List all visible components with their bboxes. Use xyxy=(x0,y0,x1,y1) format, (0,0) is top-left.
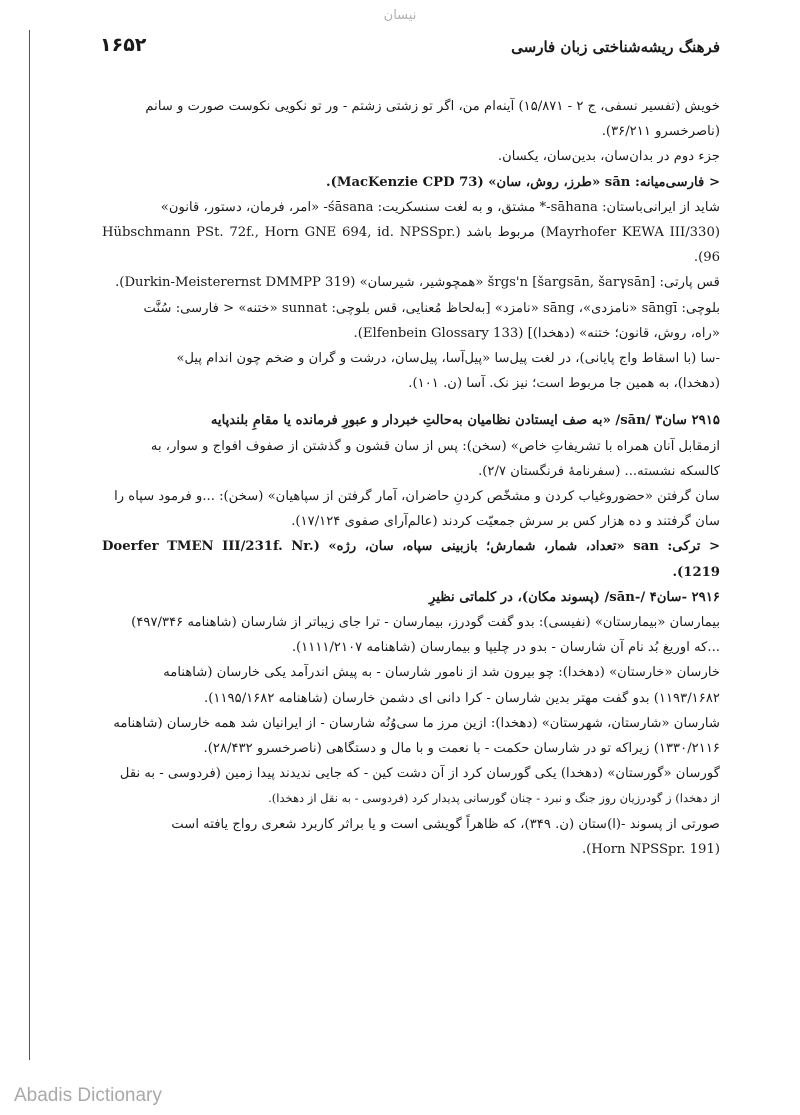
text-line: (Mayrhofer KEWA III/330) مربوط باشد (Hübschmann PSt. 72f., Horn GNE 694, id. NPSSpr. 96). xyxy=(102,225,720,266)
watermark-bottom: Abadis Dictionary xyxy=(14,1085,162,1106)
text-line: «راه، روش، قانون؛ ختنه» (دهخدا)] (Elfenbein Glossary 133). xyxy=(353,325,720,341)
page-header xyxy=(100,34,720,64)
text-line: قس پارتی: šrgs'n [šargsān, šarγsān] «همچوشیر، شیرسان» (Durkin-Meisterernst DMMPP 319). xyxy=(115,275,720,291)
margin-line xyxy=(29,30,30,1060)
text-line: بلوچی: sāngī «نامزدی»، sāng «نامزد» [به‌لحاظ مُعنایی، قس بلوچی: sunnat «ختنه» < فارسی: سُنَّت xyxy=(143,300,720,316)
text-line: خارسان «خارستان» (دهخدا): چو بیرون شد از نامور شارسان - به پیش اندرآمد یکی خارسان (شاهنامه xyxy=(163,665,720,681)
text-line: -سا (با اسقاط واج پایانی)، در لغت پیل‌سا «پیل‌آسا، پیل‌سان، درشت و گران و ضخم چون اندام پیل» xyxy=(176,351,720,367)
text-line: کالسکه نشسته... (سفرنامهٔ فرنگستان ۲/۷). xyxy=(478,463,720,479)
page-number: ۱۶۵۲ xyxy=(100,34,147,56)
text-line: (Horn NPSSpr. 191). xyxy=(581,841,720,857)
text-line: (دهخدا)، به همین جا مربوط است؛ نیز نک. آسا (ن. ۱۰۱). xyxy=(408,376,720,392)
text-line: خویش (تفسیر نسفی، ج ۲ - ۱۵/۸۷۱) آینه‌ام من، اگر تو زشتی زشتم - ور تو نکویی نکوست صورت و سانم xyxy=(145,99,720,114)
text-line: < فارسی‌میانه: sān «طرز، روش، سان» (MacKenzie CPD 73). xyxy=(326,174,720,190)
page-content xyxy=(102,94,720,862)
text-line: شارسان «شارستان، شهرستان» (دهخدا): ازین مرز ما سی‌وُنُه شارسان - از ایرانیان شد همه خارسان (شاهنامه xyxy=(113,715,720,731)
text-line: سان گرفتند و ده هزار کس بر سرش جمعیّت کردند (عالم‌آرای صفوی ۱۷/۱۲۴). xyxy=(291,514,720,530)
watermark-top: نیسان xyxy=(383,8,417,23)
text-line: از دهخدا) ز گودرزیان روز جنگ و نبرد - چنان گورسانی پدیدار کرد (فردوسی - به نقل از دهخدا). xyxy=(268,791,720,806)
book-title: فرهنگ ریشه‌شناختی زبان فارسی xyxy=(511,38,720,56)
entry-heading: ۲۹۱۵ سان۳ /sān/ «به صف ایستادن نظامیان به‌حالتِ خبردار و عبورِ فرمانده یا مقامِ بلندپایه xyxy=(210,413,720,429)
entry-heading: ۲۹۱۶ -سان۴ /-sān/ (پسوند مکان)، در کلماتی نظیرِ xyxy=(428,589,720,605)
text-line: ...که اوریغ بُد نام آن شارسان - بدو در چلیپا و بیمارسان (شاهنامه ۱۱۱۱/۲۱۰۷). xyxy=(291,640,720,656)
text-line: جزء دوم در بدان‌سان، بدین‌سان، یکسان. xyxy=(497,149,720,165)
text-line: < ترکی: san «تعداد، شمار، شمارش؛ بازبینی سپاه، سان، رژه» (Doerfer TMEN III/231f. Nr. 1219). xyxy=(102,539,720,580)
text-line: ازمقابل آنان همراه با تشریفاتِ خاص» (سخن): پس از سان قشون و گذشتن از صفوف افواج و سوار، به xyxy=(150,438,720,454)
text-line: (ناصرخسرو ۳۶/۲۱۱). xyxy=(601,124,720,140)
text-line: شاید از ایرانی‌باستان: sāhana-* مشتق، و به لغت سنسکریت: śāsana- «امر، فرمان، دستور، قانون» xyxy=(160,199,720,215)
text-line: سان گرفتن «حضوروغیاب کردن و مشخّص کردنِ حاضران، آمار گرفتن از سپاهیان» (سخن): ...و فرمود سپاه را xyxy=(114,489,720,505)
text-line: صورتی از پسوند -(ا)ستان (ن. ۳۴۹)، که ظاهراً گویشی است و یا براثر کاربرد شعری رواج یافته است xyxy=(171,816,720,832)
text-line: بیمارسان «بیمارستان» (نفیسی): بدو گفت گودرز، بیمارسان - ترا جای زیباتر از شارسان (شاهنامه ۴۹۷/۳۴۶) xyxy=(131,615,720,631)
text-line: ۱۱۹۳/۱۶۸۲) بدو گفت مهتر بدین شارسان - کرا دانی ای دشمن خارسان (شاهنامه ۱۱۹۵/۱۶۸۲). xyxy=(204,690,720,706)
text-line: گورسان «گورستان» (دهخدا) یکی گورسان کرد از آن دشت کین - که جایی ندیدند پیدا زمین (فردوسی - به نقل xyxy=(119,766,720,782)
text-line: ۱۳۳۰/۲۱۱۶) زیراکه تو در شارسان حکمت - با نعمت و با مال و دستگاهی (ناصرخسرو ۲۸/۴۳۲). xyxy=(203,741,720,757)
